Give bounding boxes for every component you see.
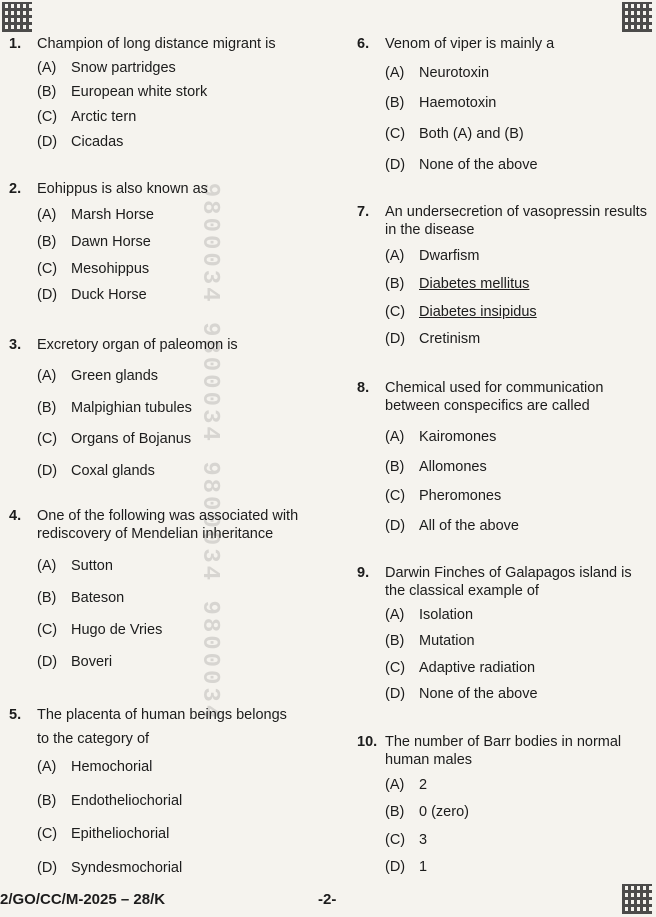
option-a: (A) Marsh Horse	[37, 207, 154, 223]
option-a: (A) Isolation	[385, 607, 474, 623]
option-a: (A) Neurotoxin	[385, 65, 490, 81]
question-stem: Champion of long distance migrant is	[37, 36, 276, 52]
question-stem: Eohippus is also known as	[37, 181, 208, 197]
question-number: 1.	[9, 36, 22, 52]
question-stem: Venom of viper is mainly a	[385, 36, 555, 52]
question-stem-line: An undersecretion of vasopressin results	[385, 204, 647, 220]
question-7	[357, 203, 647, 239]
option-c: (C) Diabetes insipidus	[385, 304, 537, 320]
option-b: (B) Malpighian tubules	[37, 400, 192, 416]
option-b: (B) Haemotoxin	[385, 95, 497, 111]
question-number: 3.	[9, 337, 22, 353]
question-stem-line: to the category of	[37, 731, 150, 747]
option-c: (C) Mesohippus	[37, 261, 150, 277]
option-b: (B) Dawn Horse	[37, 234, 151, 250]
question-stem-line: Darwin Finches of Galapagos island is	[385, 565, 632, 581]
question-8	[357, 379, 604, 415]
question-number: 7.	[357, 204, 370, 220]
option-c: (C) Both (A) and (B)	[385, 126, 524, 142]
option-d: (D) None of the above	[385, 157, 538, 173]
option-b: (B) European white stork	[37, 84, 208, 100]
question-number: 4.	[9, 508, 22, 524]
option-b: (B) Endotheliochorial	[37, 793, 183, 809]
option-d: (D) Syndesmochorial	[37, 860, 183, 876]
question-number: 6.	[357, 36, 370, 52]
option-a: (A) 2	[385, 777, 428, 793]
question-stem-line: between conspecifics are called	[385, 398, 590, 414]
option-a: (A) Hemochorial	[37, 759, 153, 775]
option-a: (A) Dwarfism	[385, 248, 480, 264]
question-5	[9, 703, 287, 751]
option-b: (B) Diabetes mellitus	[385, 276, 530, 292]
question-stem-line: Chemical used for communication	[385, 380, 604, 396]
option-c: (C) Adaptive radiation	[385, 660, 536, 676]
option-d: (D) 1	[385, 859, 428, 875]
question-number: 5.	[9, 707, 22, 723]
page-number: -2-	[318, 891, 337, 908]
question-1	[9, 35, 276, 53]
question-4	[9, 507, 299, 543]
question-stem: Excretory organ of paleomon is	[37, 337, 238, 353]
option-b: (B) Mutation	[385, 633, 475, 649]
option-c: (C) Pheromones	[385, 488, 502, 504]
question-stem-line: The number of Barr bodies in normal	[385, 734, 622, 750]
question-6	[357, 35, 555, 53]
question-2	[9, 180, 208, 198]
qr-code-icon	[2, 2, 32, 32]
option-b: (B) Allomones	[385, 459, 487, 475]
qr-code-icon	[622, 884, 652, 914]
question-3	[9, 336, 238, 354]
option-d: (D) None of the above	[385, 686, 538, 702]
exam-code: 2/GO/CC/M-2025 – 28/K	[0, 891, 166, 908]
question-10	[357, 733, 622, 769]
question-stem-line: in the disease	[385, 222, 475, 238]
option-c: (C) Arctic tern	[37, 109, 137, 125]
qr-code-icon	[622, 2, 652, 32]
option-d: (D) All of the above	[385, 518, 519, 534]
option-c: (C) Epitheliochorial	[37, 826, 170, 842]
option-c: (C) 3	[385, 832, 428, 848]
question-stem-line: One of the following was associated with	[37, 508, 299, 524]
question-stem-line: rediscovery of Mendelian inheritance	[37, 526, 274, 542]
option-d: (D) Duck Horse	[37, 287, 147, 303]
option-d: (D) Boveri	[37, 654, 113, 670]
option-c: (C) Organs of Bojanus	[37, 431, 192, 447]
option-c: (C) Hugo de Vries	[37, 622, 163, 638]
question-number: 9.	[357, 565, 370, 581]
question-number: 10.	[357, 734, 378, 750]
option-d: (D) Cretinism	[385, 331, 481, 347]
question-stem-line: The placenta of human beings belongs	[37, 707, 287, 723]
question-9	[357, 564, 632, 600]
option-a: (A) Snow partridges	[37, 60, 176, 76]
question-stem-line: the classical example of	[385, 583, 539, 599]
question-number: 8.	[357, 380, 370, 396]
option-a: (A) Green glands	[37, 368, 159, 384]
option-a: (A) Kairomones	[385, 429, 497, 445]
option-d: (D) Coxal glands	[37, 463, 155, 479]
option-b: (B) 0 (zero)	[385, 804, 469, 820]
option-d: (D) Cicadas	[37, 134, 124, 150]
serial-watermark: 9800034 9800034 9800034 9800034	[196, 182, 224, 722]
question-number: 2.	[9, 181, 22, 197]
option-a: (A) Sutton	[37, 558, 113, 574]
question-stem-line: human males	[385, 752, 473, 768]
option-b: (B) Bateson	[37, 590, 125, 606]
